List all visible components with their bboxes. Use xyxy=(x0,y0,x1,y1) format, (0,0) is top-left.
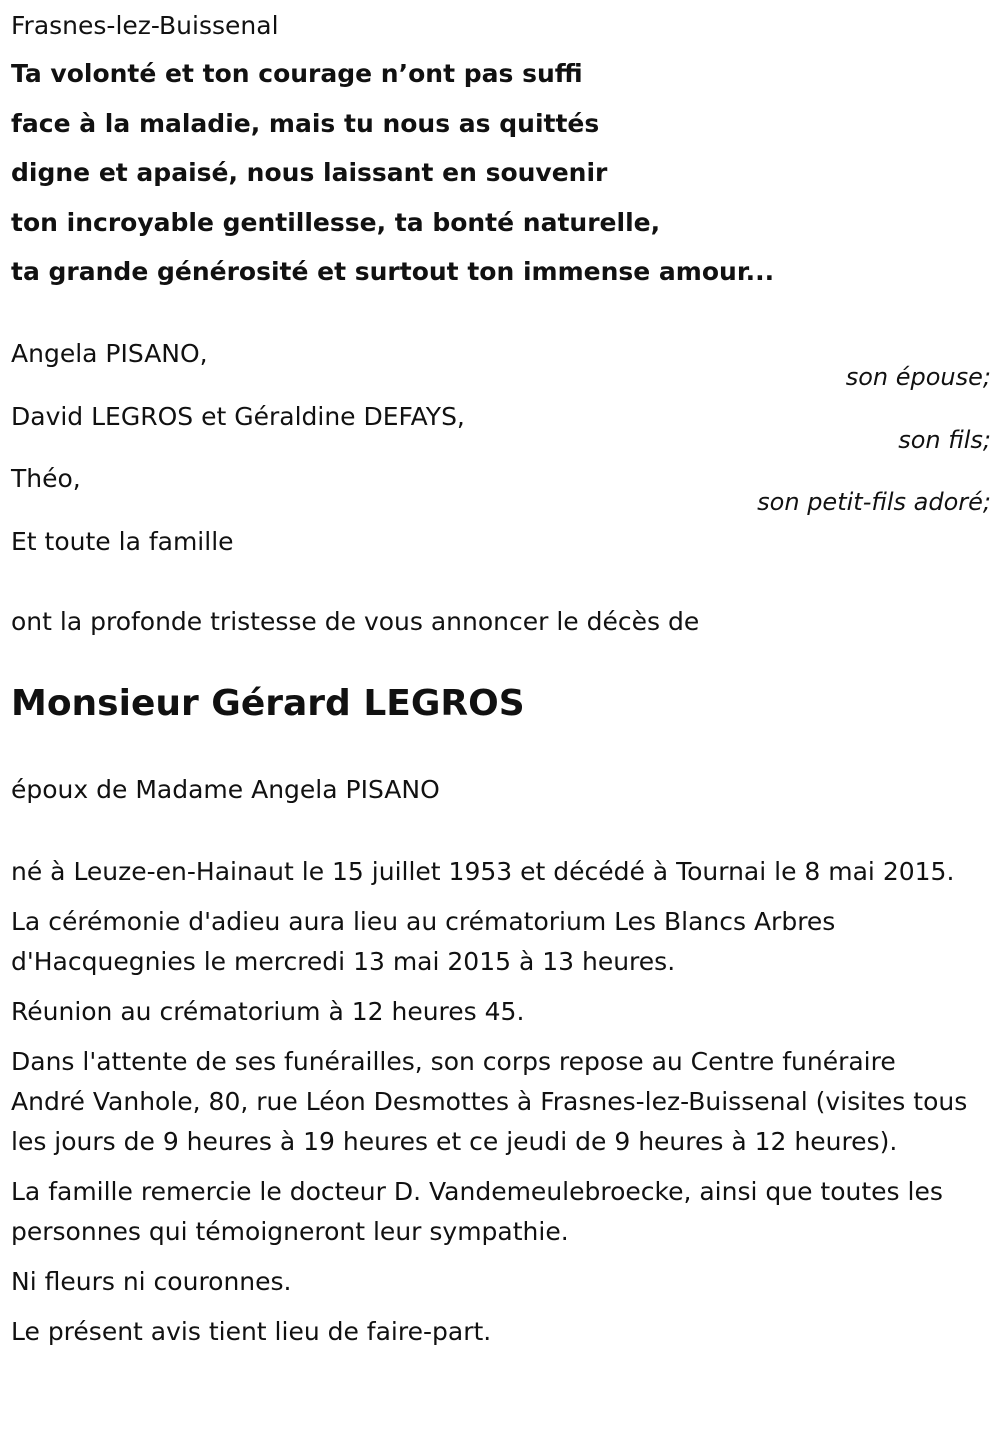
poem-line: ton incroyable gentillesse, ta bonté naturelle, xyxy=(11,207,661,237)
poem-line: Ta volonté et ton courage n’ont pas suffi xyxy=(11,59,583,88)
family-member-relation: son fils; xyxy=(898,425,991,454)
family-member-name: Et toute la famille xyxy=(11,526,234,556)
announcement-text: ont la profonde tristesse de vous annoncer le décès de xyxy=(11,607,700,636)
no-flowers-paragraph: Ni fleurs ni couronnes. xyxy=(11,1267,292,1296)
family-member xyxy=(11,461,991,524)
poem xyxy=(11,56,774,304)
birth-death-paragraph: né à Leuze-en-Hainaut le 15 juillet 1953 et décédé à Tournai le 8 mai 2015. xyxy=(11,857,955,886)
family-member-relation: son petit-fils adoré; xyxy=(757,488,991,516)
family-list xyxy=(11,336,991,586)
deceased-name: Monsieur Gérard LEGROS xyxy=(11,683,525,724)
repose-paragraph: Dans l'attente de ses funérailles, son corps repose au Centre funéraire André Vanhole, 80, rue Léon Desmottes à Frasnes-lez-Buissenal (visites tous les jours de 9 heures à 19 heures et ce jeudi de 9 heures à 12 heures). xyxy=(11,1047,968,1156)
family-member-name: David LEGROS et Géraldine DEFAYS, xyxy=(11,401,465,431)
notice-paragraph: Le présent avis tient lieu de faire-part. xyxy=(11,1317,492,1346)
spouse-line: époux de Madame Angela PISANO xyxy=(11,775,440,804)
ceremony-paragraph: La cérémonie d'adieu aura lieu au crématorium Les Blancs Arbres d'Hacquegnies le mercredi 13 mai 2015 à 13 heures. xyxy=(11,907,836,976)
details xyxy=(11,852,976,1362)
family-member-name: Théo, xyxy=(11,464,81,493)
family-member-name: Angela PISANO, xyxy=(11,339,208,368)
thanks-paragraph: La famille remercie le docteur D. Vandemeulebroecke, ainsi que toutes les personnes qui témoigneront leur sympathie. xyxy=(11,1177,943,1246)
poem-line: face à la maladie, mais tu nous as quittés xyxy=(11,108,600,138)
poem-line: digne et apaisé, nous laissant en souvenir xyxy=(11,158,608,188)
poem-line: ta grande générosité et surtout ton immense amour... xyxy=(11,257,775,287)
family-member xyxy=(11,524,991,587)
family-member-relation: son épouse; xyxy=(845,363,991,391)
family-member xyxy=(11,336,991,399)
family-member xyxy=(11,399,991,462)
location-heading: Frasnes-lez-Buissenal xyxy=(11,11,279,40)
meeting-paragraph: Réunion au crématorium à 12 heures 45. xyxy=(11,997,525,1026)
